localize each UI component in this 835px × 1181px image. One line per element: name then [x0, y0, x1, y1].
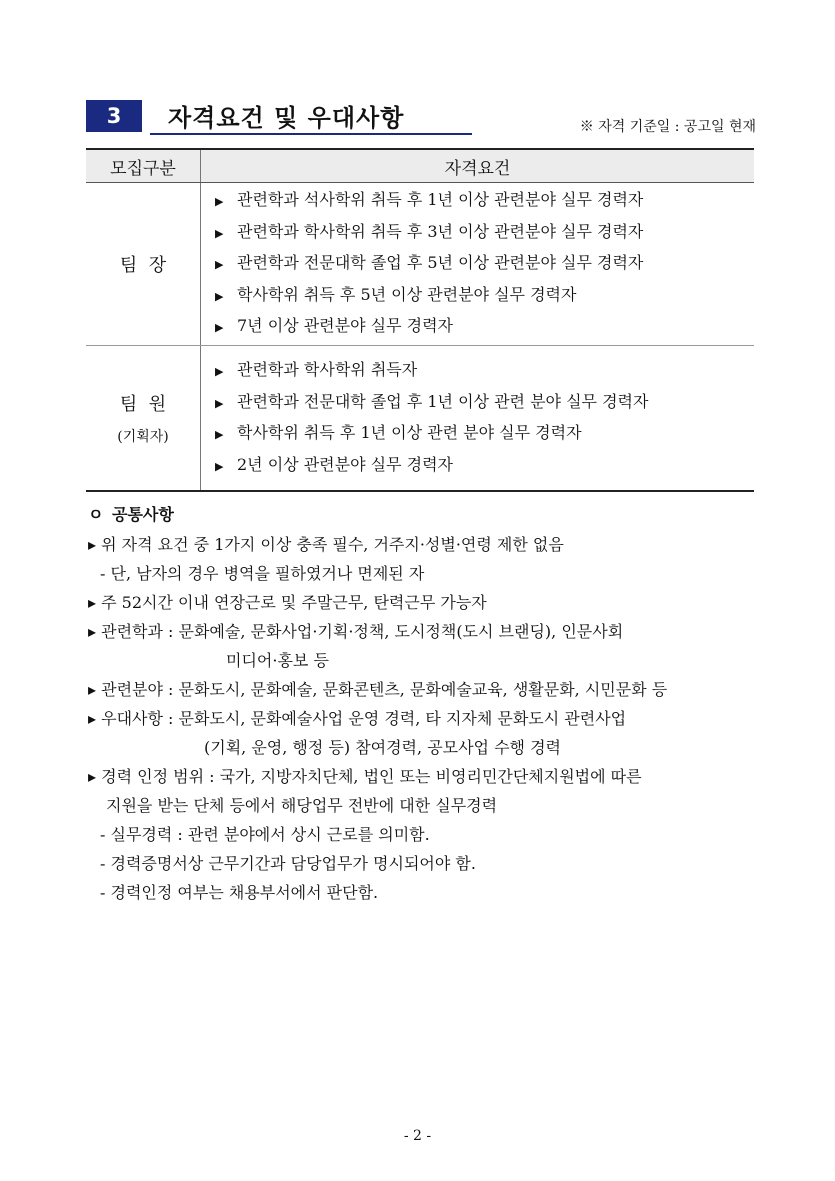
requirements-cell	[201, 183, 755, 346]
category-sublabel: (기획자)	[117, 429, 169, 445]
triangle-bullet-icon: ▶	[215, 459, 224, 473]
requirements-table	[86, 148, 754, 492]
reference-date-note: ※ 자격 기준일 : 공고일 현재	[579, 119, 756, 135]
category-label: 팀 장	[119, 255, 167, 276]
common-line: ▸ 위 자격 요건 중 1가지 이상 충족 필수, 거주지·성별·연령 제한 없음	[88, 535, 564, 554]
requirement-item: ▶ 관련학과 전문대학 졸업 후 1년 이상 관련 분야 실무 경력자	[215, 387, 754, 419]
page-number: - 2 -	[403, 1128, 432, 1144]
section-header	[86, 98, 756, 138]
requirement-item: ▶ 학사학위 취득 후 1년 이상 관련 분야 실무 경력자	[215, 418, 754, 450]
section-title: 자격요건 및 우대사항	[168, 104, 405, 132]
requirement-item: ▶ 학사학위 취득 후 5년 이상 관련분야 실무 경력자	[215, 280, 754, 312]
requirement-item: ▶ 관련학과 학사학위 취득 후 3년 이상 관련분야 실무 경력자	[215, 217, 754, 249]
table-row-team-leader	[86, 183, 754, 346]
triangle-bullet-icon: ▶	[215, 258, 224, 272]
header-category: 모집구분	[86, 149, 201, 183]
requirement-item: ▶ 관련학과 석사학위 취득 후 1년 이상 관련분야 실무 경력자	[215, 185, 754, 217]
category-label: 팀 원	[119, 394, 167, 415]
table-row-team-member	[86, 346, 754, 492]
common-line: - 실무경력 : 관련 분야에서 상시 근로를 의미함.	[100, 825, 430, 844]
requirement-item: ▶ 7년 이상 관련분야 실무 경력자	[215, 311, 754, 343]
common-line: 미디어·홍보 등	[226, 651, 329, 670]
requirement-item: ▶ 관련학과 학사학위 취득자	[215, 355, 754, 387]
category-cell	[86, 183, 201, 346]
common-line: - 경력증명서상 근무기간과 담당업무가 명시되어야 함.	[100, 854, 476, 873]
triangle-bullet-icon: ▶	[215, 195, 224, 209]
triangle-bullet-icon: ▶	[215, 289, 224, 303]
triangle-bullet-icon: ▶	[215, 321, 224, 335]
requirements-cell	[201, 346, 755, 492]
section-title-underline	[150, 133, 472, 135]
common-line: - 경력인정 여부는 채용부서에서 판단함.	[100, 883, 379, 902]
requirement-item: ▶ 2년 이상 관련분야 실무 경력자	[215, 450, 754, 482]
triangle-bullet-icon: ▶	[215, 396, 224, 410]
common-line: ▸ 관련분야 : 문화도시, 문화예술, 문화콘텐츠, 문화예술교육, 생활문화, 시민문화 등	[88, 680, 668, 699]
common-line: (기획, 운영, 행정 등) 참여경력, 공모사업 수행 경력	[204, 738, 562, 757]
common-title: ㅇ 공통사항	[88, 500, 768, 530]
common-line: ▸ 우대사항 : 문화도시, 문화예술사업 운영 경력, 타 지자체 문화도시 관련사업	[88, 709, 627, 728]
section-number-badge: 3	[86, 100, 142, 132]
requirement-item: ▶ 관련학과 전문대학 졸업 후 5년 이상 관련분야 실무 경력자	[215, 248, 754, 280]
circle-bullet-icon: ㅇ	[88, 505, 104, 524]
header-requirements: 자격요건	[201, 149, 755, 183]
triangle-bullet-icon: ▶	[215, 365, 224, 378]
common-line: - 단, 남자의 경우 병역을 필하였거나 면제된 자	[100, 564, 425, 583]
triangle-bullet-icon: ▶	[215, 428, 224, 441]
common-requirements	[88, 500, 768, 907]
category-cell	[86, 346, 201, 492]
common-line: 지원을 받는 단체 등에서 해당업무 전반에 대한 실무경력	[106, 796, 498, 815]
common-line: ▸ 주 52시간 이내 연장근로 및 주말근무, 탄력근무 가능자	[88, 593, 487, 612]
common-line: ▸ 경력 인정 범위 : 국가, 지방자치단체, 법인 또는 비영리민간단체지원법에 따른	[88, 767, 642, 786]
common-line: ▸ 관련학과 : 문화예술, 문화사업·기획·정책, 도시정책(도시 브랜딩), 인문사회	[88, 622, 624, 641]
triangle-bullet-icon: ▶	[215, 226, 224, 240]
table-header-row	[86, 149, 754, 183]
